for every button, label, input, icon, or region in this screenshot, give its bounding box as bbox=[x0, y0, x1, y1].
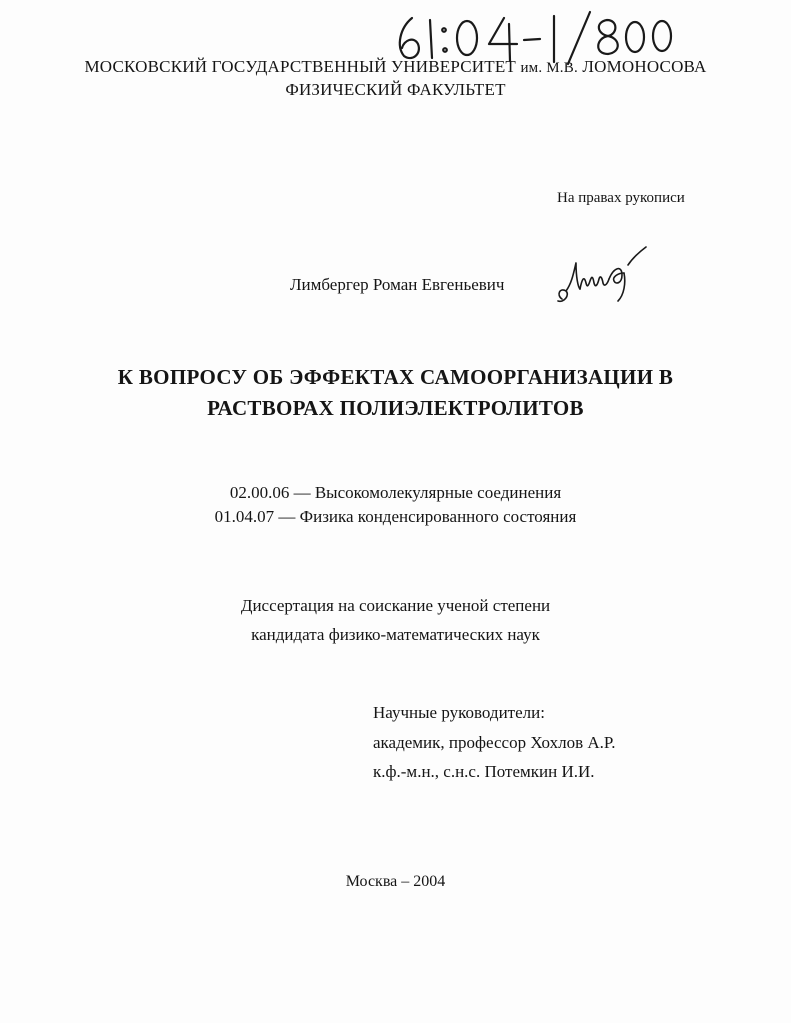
faculty-name: ФИЗИЧЕСКИЙ ФАКУЛЬТЕТ bbox=[285, 80, 506, 99]
supervisor-item: к.ф.-м.н., с.н.с. Потемкин И.И. bbox=[373, 762, 595, 781]
specialty-item: 02.00.06 — Высокомолекулярные соединения bbox=[229, 483, 562, 502]
university-surname: ЛОМОНОСОВА bbox=[582, 57, 707, 76]
university-main: МОСКОВСКИЙ ГОСУДАРСТВЕННЫЙ УНИВЕРСИТЕТ bbox=[84, 57, 516, 76]
specialty-item: 01.04.07 — Физика конденсированного состояния bbox=[214, 507, 577, 526]
thesis-title-line1: К ВОПРОСУ ОБ ЭФФЕКТАХ САМООРГАНИЗАЦИИ В bbox=[117, 365, 674, 389]
degree-line1: Диссертация на соискание ученой степени bbox=[240, 596, 551, 615]
author-name: Лимбергер Роман Евгеньевич bbox=[290, 275, 505, 294]
author-signature bbox=[552, 243, 652, 305]
thesis-title-line2: РАСТВОРАХ ПОЛИЭЛЕКТРОЛИТОВ bbox=[207, 396, 584, 420]
manuscript-note: На правах рукописи bbox=[557, 190, 685, 206]
supervisor-item: академик, профессор Хохлов А.Р. bbox=[373, 733, 616, 752]
city-year: Москва – 2004 bbox=[345, 873, 446, 890]
supervisors-heading: Научные руководители: bbox=[373, 703, 545, 722]
university-abbr: им. М.В. bbox=[520, 60, 578, 76]
degree-line2: кандидата физико-математических наук bbox=[251, 625, 540, 644]
university-name bbox=[0, 57, 791, 77]
thesis-title bbox=[0, 362, 791, 424]
